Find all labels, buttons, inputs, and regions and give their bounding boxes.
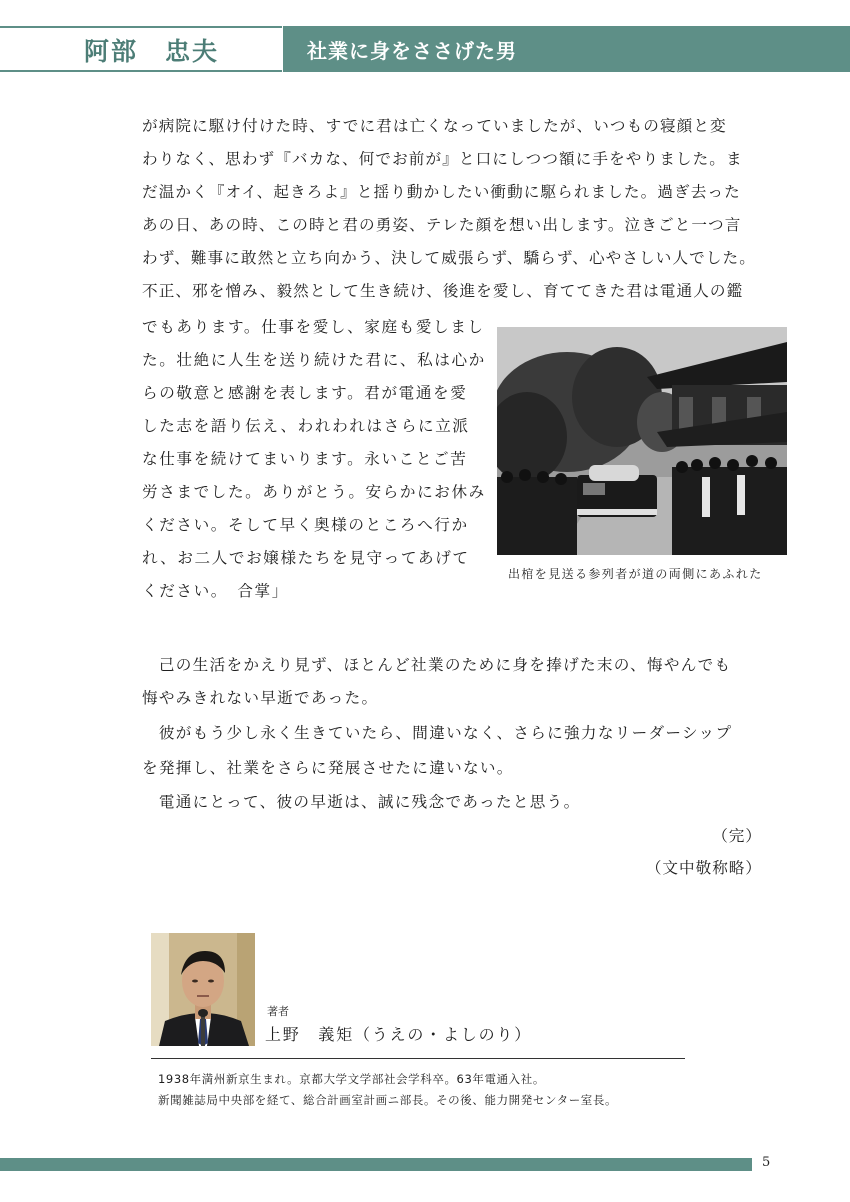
header-subtitle: 社業に身をささげた男 [307,39,517,63]
body-line-narrow: ください。そして早く奥様のところへ行か [142,516,469,534]
body-line: わりなく、思わず『バカな、何でお前が』と口にしつつ額に手をやりました。ま [142,150,743,168]
header-name: 阿部 忠夫 [84,37,220,66]
author-role: 著者 [267,1005,289,1018]
page-header [0,26,850,72]
body-line: が病院に駆け付けた時、すでに君は亡くなっていましたが、いつもの寝顔と変 [142,117,727,135]
body-line-narrow: れ、お二人でお嬢様たちを見守ってあげて [142,549,470,567]
closing-line: 悔やみきれない早逝であった。 [142,689,379,707]
body-line: わず、難事に敢然と立ち向かう、決して威張らず、驕らず、心やさしい人でした。 [142,249,756,267]
body-line: 不正、邪を憎み、毅然として生き続け、後進を愛し、育ててきた君は電通人の鑑 [142,282,744,300]
closing-line: 電通にとって、彼の早逝は、誠に残念であったと思う。 [142,793,581,811]
body-line-narrow: でもあります。仕事を愛し、家庭も愛しまし [142,318,485,336]
footer-bar [0,1158,752,1171]
header-name-box [0,26,282,72]
body-line: あの日、あの時、この時と君の勇姿、テレた顔を想い出します。泣きごと一つ言 [142,216,742,234]
closing-line: 彼がもう少し永く生きていたら、間違いなく、さらに強力なリーダーシップ [142,724,733,742]
honorific-note: （文中敬称略） [645,859,762,877]
closing-line: を発揮し、社業をさらに発展させたに違いない。 [142,759,514,777]
author-bio-line: 1938年満州新京生まれ。京都大学文学部社会学科卒。63年電通入社。 [158,1072,545,1086]
closing-line: 己の生活をかえり見ず、ほとんど社業のために身を捧げた末の、悔やんでも [142,656,732,674]
header-subtitle-band [283,26,850,72]
body-line-narrow: な仕事を続けてまいります。永いことご苦 [142,450,468,468]
body-line-narrow: した志を語り伝え、われわれはさらに立派 [142,417,470,435]
author-bio-line: 新聞雑誌局中央部を経て、総合計画室計画ニ部長。その後、能力開発センター室長。 [158,1093,618,1107]
photo-caption: 出棺を見送る参列者が道の両側にあふれた [508,567,763,581]
body-line-narrow: た。壮絶に人生を送り続けた君に、私は心か [142,351,486,369]
author-portrait [151,933,255,1046]
body-line-narrow: ください。 合掌」 [142,582,289,600]
body-line-narrow: 労さまでした。ありがとう。安らかにお休み [142,483,486,501]
author-divider [151,1058,685,1059]
body-line-narrow: らの敬意と感謝を表します。君が電通を愛 [142,384,468,402]
author-name: 上野 義矩（うえの・よしのり） [265,1025,533,1044]
body-line: だ温かく『オイ、起きろよ』と揺り動かしたい衝動に駆られました。過ぎ去った [142,183,741,201]
funeral-procession-photo [497,327,787,555]
end-mark: （完） [712,827,762,845]
page-number: 5 [762,1155,771,1170]
